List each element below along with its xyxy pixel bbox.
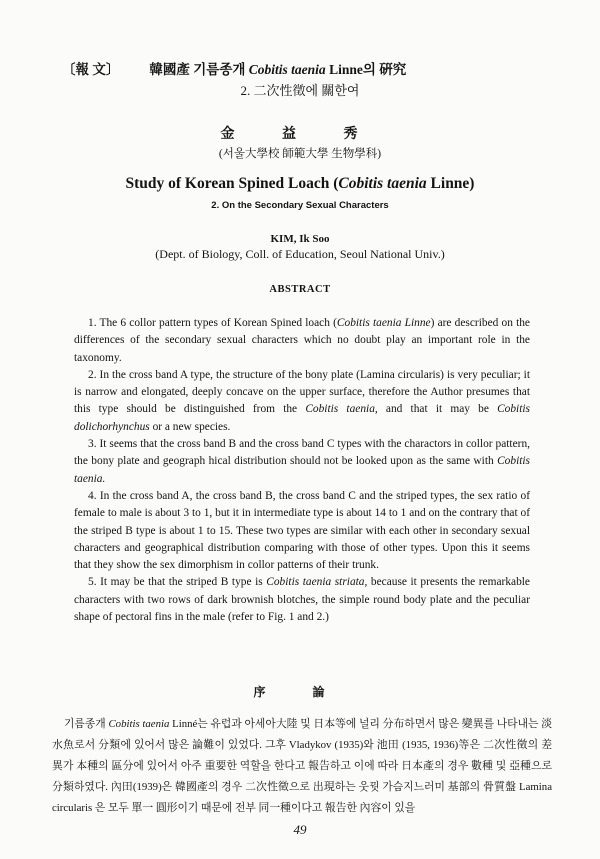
english-subtitle: 2. On the Secondary Sexual Characters bbox=[211, 200, 389, 211]
korean-title-line bbox=[62, 58, 542, 78]
page-number: 49 bbox=[293, 822, 307, 837]
abstract-p1-text-b: ) are described on the differences of the secondary sexual characters which no doubt play an important role in the taxonomy. bbox=[74, 317, 530, 364]
korean-subtitle: 2. 二次性徵에 關한여 bbox=[240, 83, 360, 98]
article-type-tag: 〔報 文〕 bbox=[62, 62, 120, 77]
korean-title-part1: 韓國產 기름종개 bbox=[149, 62, 249, 77]
abstract-p5-text-a: 5. It may be that the striped B type is bbox=[88, 576, 267, 589]
abstract-p1-text-a: 1. The 6 collor pattern types of Korean Spined loach ( bbox=[88, 317, 337, 329]
abstract-p2-text-a: 2. In the cross band A type, the structure of the bony plate (Lamina circularis) is very peculiar; it is narrow and elongated, deeply concave on the upper surface, therefore the Author presumes that this type should be distinguished from the bbox=[74, 368, 530, 416]
abstract-p2-text-b: and that it may be bbox=[377, 403, 498, 416]
abstract-p3-text-a: 3. It seems that the cross band B and the cross band C types with the charactors in collor pattern, the bony plate and geograph hical distribution should not be looked upon as the same with bbox=[74, 438, 530, 468]
abstract-p3-species: Cobitis taenia. bbox=[74, 455, 530, 485]
abstract-body bbox=[74, 315, 530, 626]
english-title-species: Cobitis taenia bbox=[338, 175, 427, 192]
english-title-part2: Linne) bbox=[426, 175, 475, 192]
korean-title-part2: Linne의 硏究 bbox=[325, 62, 407, 77]
english-author-name: KIM, Ik Soo bbox=[270, 233, 330, 245]
korean-affiliation: (서울大學校 師範大學 生物學科) bbox=[218, 148, 382, 160]
abstract-p5-species: Cobitis taenia striata, bbox=[266, 576, 368, 589]
introduction-heading: 序 論 bbox=[253, 685, 347, 699]
abstract-paragraph-3 bbox=[74, 436, 530, 488]
intro-text-a: 기름종개 bbox=[64, 718, 109, 730]
abstract-heading: ABSTRACT bbox=[269, 284, 331, 295]
introduction-paragraph bbox=[52, 714, 552, 819]
abstract-paragraph-4: 4. In the cross band A, the cross band B, the cross band C and the striped types, the sex ratio of female to male is about 3 to 1, but it in intermediate type is about 14 to 1 and on the contrary that of the striped B type is about 1 to 15. These two types are similar with each other in secondary sexual characters and geographical distribution comparing with those of other types. Upon this it seems that they show the sex dimorphism in collor patterns of their trunk. bbox=[74, 489, 530, 572]
english-affiliation: (Dept. of Biology, Coll. of Education, Seoul National Univ.) bbox=[155, 247, 445, 261]
abstract-paragraph-1 bbox=[74, 315, 530, 367]
english-title bbox=[0, 175, 600, 193]
intro-species: Cobitis taenia bbox=[108, 718, 170, 730]
abstract-p2-species-1: Cobitis taenia, bbox=[305, 403, 378, 416]
english-title-part1: Study of Korean Spined Loach ( bbox=[125, 175, 339, 192]
abstract-p2-species-2: Cobitis dolichorhynchus bbox=[74, 403, 530, 433]
intro-text-b: Linné는 유럽과 아세아大陸 및 日本等에 널리 分布하면서 많은 變異를 나타내는 淡水魚로서 分類에 있어서 많은 論難이 있었다. 그후 Vladykov (1935)와 池田 (1935, 1936)等은 二次性徵의 差異가 本種의 區分에 있어서 아주 重要한 역할을 한다고 報告하고 이에 따라 日本產의 경우 數種 및 亞種으로 分類하였다. 內田(1939)은 韓國產의 경우 二次性徵으로 出現하는 웃꿧 가슴지느러미 基部의 骨質盤 Lamina circularis 은 모두 單一 圓形이기 때문에 전부 同一種이다고 報告한 內容이 있을 bbox=[52, 718, 552, 814]
abstract-paragraph-5 bbox=[74, 574, 530, 626]
abstract-p2-text-c: or a new species. bbox=[149, 420, 231, 433]
korean-title-species: Cobitis taenia bbox=[248, 62, 326, 77]
abstract-paragraph-2 bbox=[74, 367, 530, 436]
abstract-p5-text-b: because it presents the remarkable characters with two rows of dark brownish blotches, the simple round body plate and the peculiar shape of pectoral fins in the male (refer to Fig. 1 and 2.) bbox=[74, 576, 530, 624]
introduction-body bbox=[52, 714, 552, 819]
korean-author-name: 金 益 秀 bbox=[220, 127, 380, 142]
abstract-p1-species: Cobitis taenia Linne bbox=[336, 317, 431, 329]
